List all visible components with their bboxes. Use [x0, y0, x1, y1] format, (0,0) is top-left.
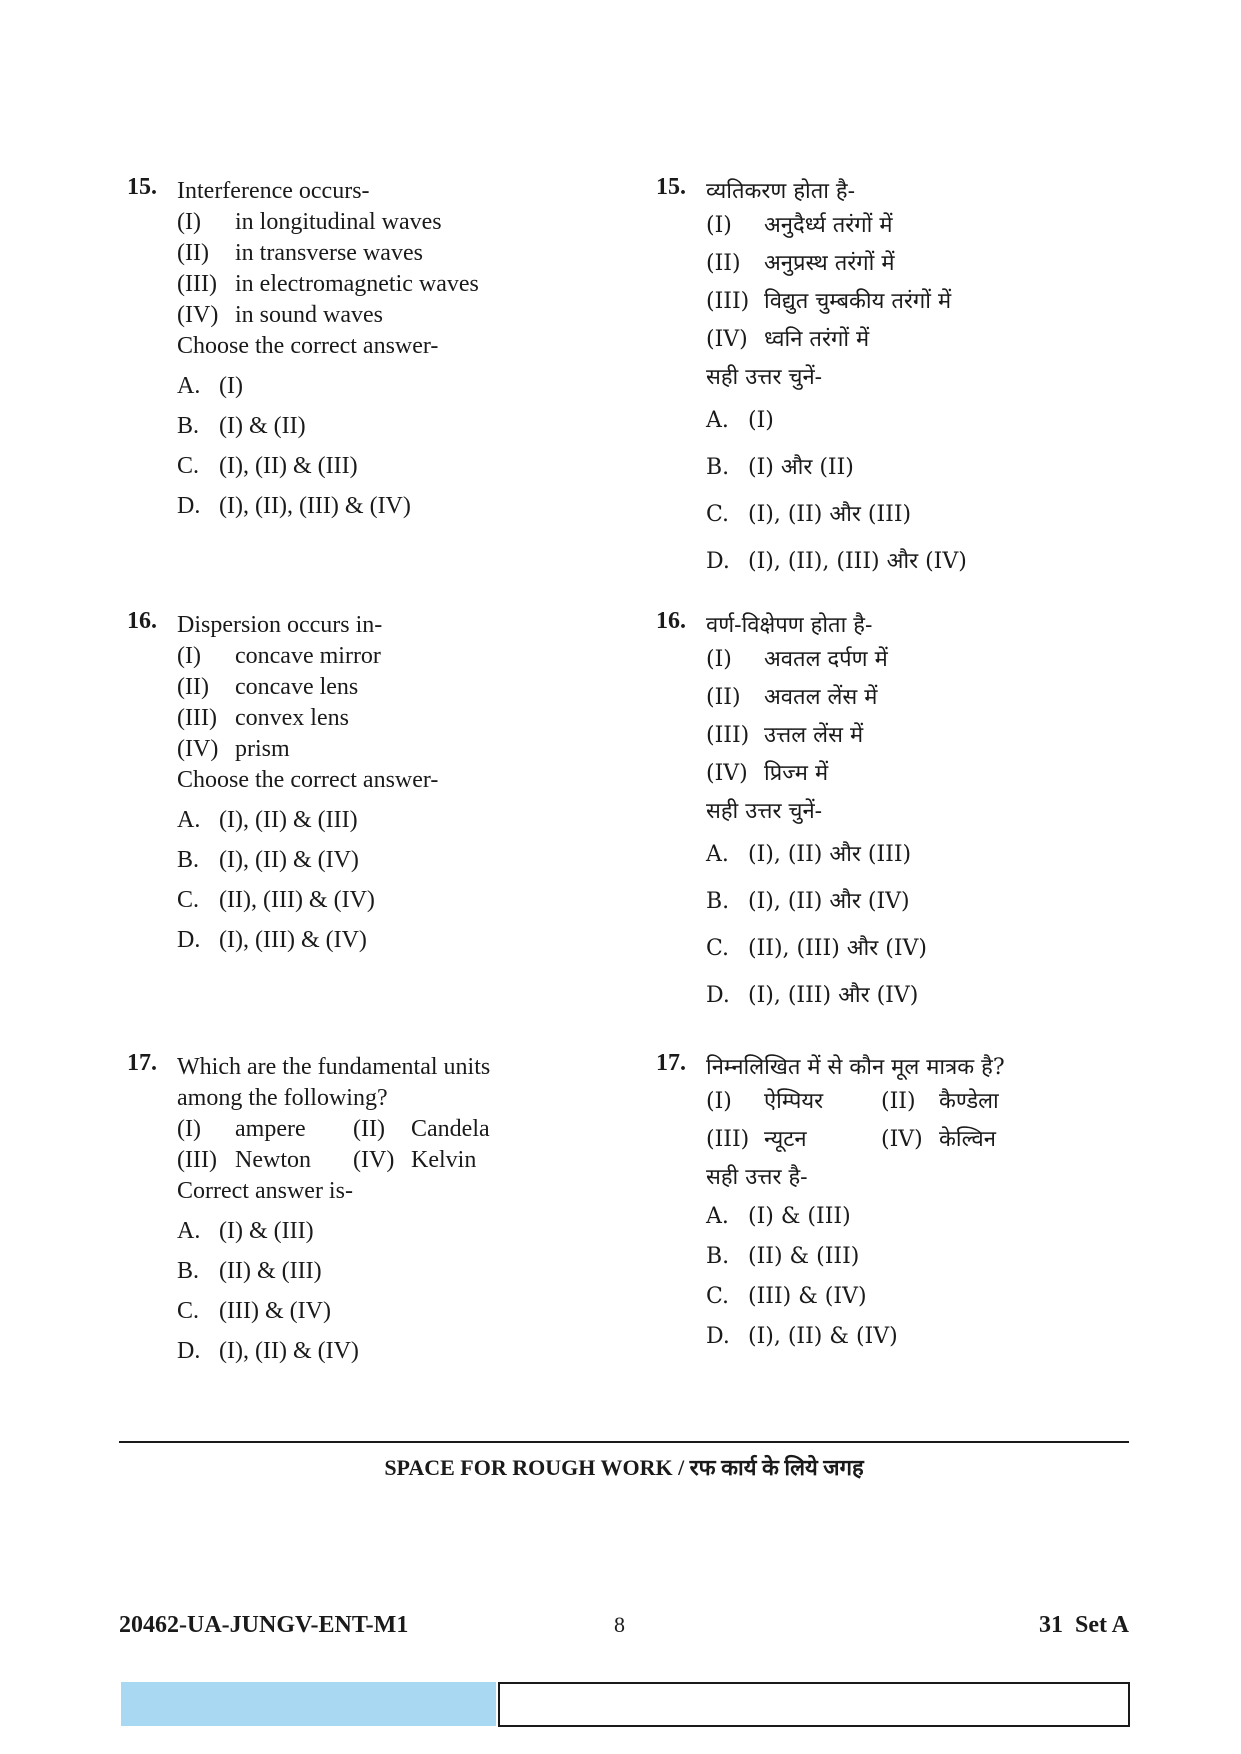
answer-option: A. (I): [706, 408, 774, 433]
answer-prompt: Choose the correct answer-: [177, 767, 439, 793]
statement-item: (III) विद्युत चुम्बकीय तरंगों में: [706, 289, 952, 314]
statement-item: (II) अनुप्रस्थ तरंगों में: [706, 251, 895, 276]
paper-code: 20462-UA-JUNGV-ENT-M1: [119, 1612, 409, 1638]
answer-option: B. (II) & (III): [177, 1258, 322, 1284]
question-stem: व्यतिकरण होता है-: [706, 179, 856, 204]
answer-prompt: Correct answer is-: [177, 1178, 353, 1204]
statement-pair: (I) ऐम्पियर (II) कैण्डेला: [706, 1089, 999, 1114]
question-number: 16.: [656, 608, 686, 634]
statement-item: (II) concave lens: [177, 674, 359, 700]
answer-option: C. (II), (III) & (IV): [177, 887, 375, 913]
statement-item: (III) in electromagnetic waves: [177, 271, 479, 297]
question-number: 15.: [656, 174, 686, 200]
answer-option: A. (I), (II) और (III): [706, 842, 912, 867]
statement-pair: (III) न्यूटन (IV) केल्विन: [706, 1127, 996, 1152]
statement-item: (I) अवतल दर्पण में: [706, 647, 888, 672]
statement-item: (II) in transverse waves: [177, 240, 423, 266]
answer-prompt: सही उत्तर है-: [706, 1165, 808, 1190]
set-label: 31 Set A: [1039, 1612, 1129, 1638]
answer-option: A. (I), (II) & (III): [177, 807, 358, 833]
statement-item: (III) convex lens: [177, 705, 349, 731]
answer-option: D. (I), (II), (III) और (IV): [706, 549, 967, 574]
answer-option: C. (I), (II) & (III): [177, 453, 358, 479]
question-stem: Which are the fundamental units: [177, 1054, 491, 1080]
statement-item: (IV) in sound waves: [177, 302, 383, 328]
answer-option: A. (I) & (III): [706, 1204, 851, 1229]
answer-option: B. (I) और (II): [706, 455, 854, 480]
question-stem: Interference occurs-: [177, 178, 370, 204]
statement-item: (II) अवतल लेंस में: [706, 685, 878, 710]
answer-option: A. (I) & (III): [177, 1218, 314, 1244]
statement-pair: (I) ampere (II) Candela: [177, 1116, 490, 1142]
rough-work-divider: [119, 1441, 1129, 1443]
answer-option: C. (III) & (IV): [177, 1298, 331, 1324]
question-stem: वर्ण-विक्षेपण होता है-: [706, 613, 873, 638]
statement-item: (I) concave mirror: [177, 643, 381, 669]
statement-item: (IV) ध्वनि तरंगों में: [706, 327, 870, 352]
question-stem-continued: among the following?: [177, 1085, 388, 1111]
answer-option: D. (I), (II) & (IV): [177, 1338, 359, 1364]
answer-prompt: सही उत्तर चुनें-: [706, 799, 823, 824]
answer-prompt: Choose the correct answer-: [177, 333, 439, 359]
footer-color-bar: [121, 1682, 496, 1726]
rough-work-label: SPACE FOR ROUGH WORK / रफ कार्य के लिये जगह: [384, 1455, 864, 1480]
statement-item: (I) in longitudinal waves: [177, 209, 442, 235]
answer-option: A. (I): [177, 373, 243, 399]
page-number: 8: [614, 1612, 625, 1637]
question-stem: Dispersion occurs in-: [177, 612, 383, 638]
answer-option: D. (I), (II) & (IV): [706, 1324, 898, 1349]
answer-option: C. (II), (III) और (IV): [706, 936, 928, 961]
statement-pair: (III) Newton (IV) Kelvin: [177, 1147, 477, 1173]
question-number: 17.: [656, 1050, 686, 1076]
question-number: 16.: [127, 608, 157, 634]
answer-prompt: सही उत्तर चुनें-: [706, 365, 823, 390]
answer-option: C. (I), (II) और (III): [706, 502, 912, 527]
question-number: 17.: [127, 1050, 157, 1076]
answer-option: B. (I), (II) & (IV): [177, 847, 359, 873]
answer-option: D. (I), (III) & (IV): [177, 927, 367, 953]
answer-option: D. (I), (II), (III) & (IV): [177, 493, 411, 519]
statement-item: (III) उत्तल लेंस में: [706, 723, 864, 748]
question-number: 15.: [127, 174, 157, 200]
answer-option: B. (II) & (III): [706, 1244, 860, 1269]
answer-option: B. (I), (II) और (IV): [706, 889, 910, 914]
statement-item: (IV) prism: [177, 736, 290, 762]
footer-outline-box: [498, 1682, 1130, 1727]
answer-option: B. (I) & (II): [177, 413, 306, 439]
statement-item: (I) अनुदैर्ध्य तरंगों में: [706, 213, 893, 238]
answer-option: D. (I), (III) और (IV): [706, 983, 919, 1008]
question-stem: निम्नलिखित में से कौन मूल मात्रक है?: [706, 1055, 1005, 1080]
statement-item: (IV) प्रिज्म में: [706, 761, 829, 786]
answer-option: C. (III) & (IV): [706, 1284, 867, 1309]
